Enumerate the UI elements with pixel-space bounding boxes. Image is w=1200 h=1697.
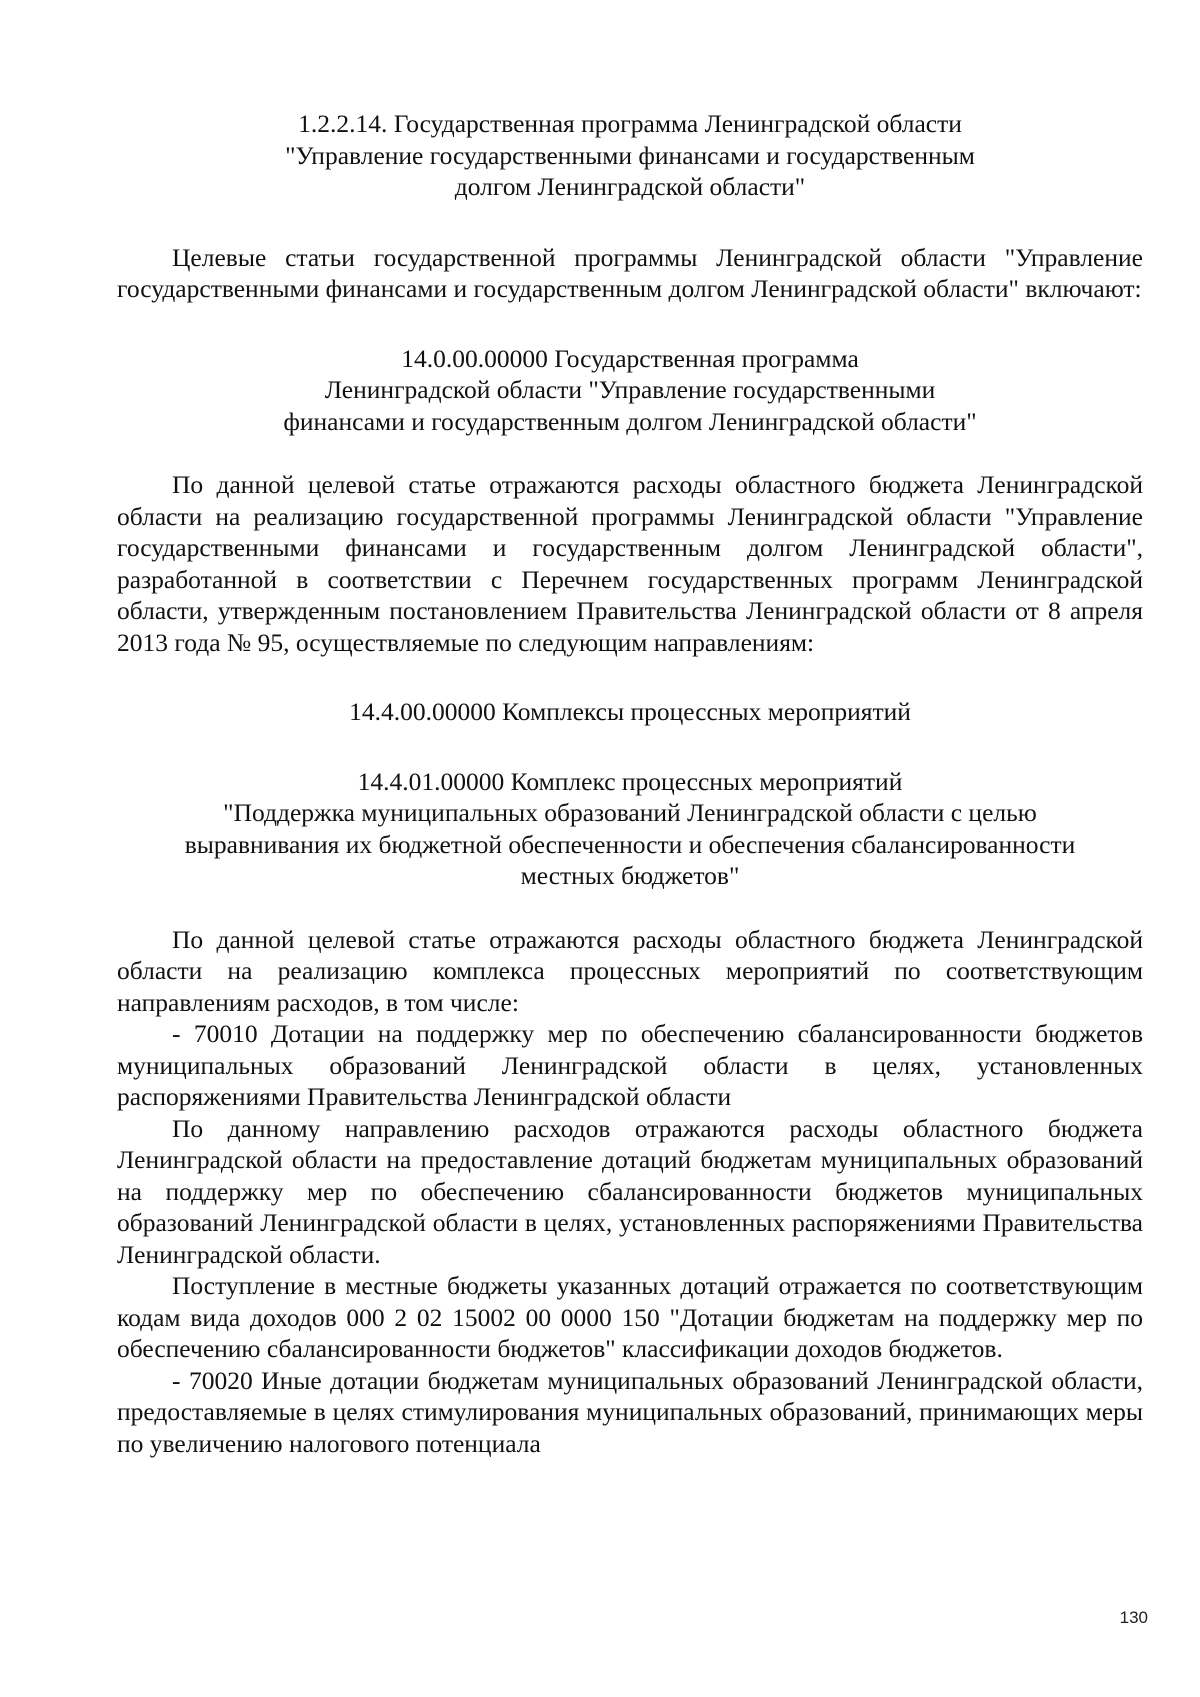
complex-heading	[117, 766, 1143, 892]
program-paragraph: По данной целевой статье отражаются расходы областного бюджета Ленинградской области на реализацию государственной программы Ленинградской области "Управление государственными финансами и государственным долгом Ленинградской области", разработанной в соответствии с Перечнем государственных программ Ленинградской области, утвержденным постановлением Правительства Ленинградской области от 8 апреля 2013 года № 95, осуществляемые по следующим направлениям:	[117, 470, 1143, 657]
intro-paragraph: Целевые статьи государственной программы Ленинградской области "Управление государственными финансами и государственным долгом Ленинградской области" включают:	[117, 242, 1143, 303]
program-heading-line: финансами и государственным долгом Ленинградской области"	[283, 406, 977, 436]
program-heading-line: Ленинградской области "Управление государственными	[324, 375, 936, 404]
list-item-70010: - 70010 Дотации на поддержку мер по обеспечению сбалансированности бюджетов муниципальных образований Ленинградской области в целях, установленных распоряжениями Правительства Ленинградской области	[117, 1019, 1143, 1111]
section-title-line: "Управление государственными финансами и государственным	[285, 140, 975, 170]
section-title-line: долгом Ленинградской области"	[454, 172, 806, 201]
section-title	[117, 108, 1143, 203]
body-paragraph: По данной целевой статье отражаются расходы областного бюджета Ленинградской области на реализацию комплекса процессных мероприятий по соответствующим направлениям расходов, в том числе:	[117, 924, 1143, 1017]
complex-heading-line: выравнивания их бюджетной обеспеченности и обеспечения сбалансированности	[184, 829, 1076, 859]
section-title-line: 1.2.2.14. Государственная программа Ленинградской области	[298, 109, 962, 138]
page-number: 130	[1119, 1608, 1148, 1627]
document-page	[117, 108, 1143, 1459]
program-heading-line: 14.0.00.00000 Государственная программа	[401, 343, 859, 373]
body-paragraph: По данному направлению расходов отражаются расходы областного бюджета Ленинградской области на предоставление дотаций бюджетам муниципальных образований на поддержку мер по обеспечению сбалансированности бюджетов муниципальных образований Ленинградской области в целях, установленных распоряжениями Правительства Ленинградской области.	[117, 1113, 1143, 1269]
complex-heading-line: "Поддержка муниципальных образований Ленинградской области с целью	[223, 798, 1037, 827]
complex-heading-line: 14.4.01.00000 Комплекс процессных мероприятий	[357, 766, 903, 796]
body-paragraph: Поступление в местные бюджеты указанных дотаций отражается по соответствующим кодам вида доходов 000 2 02 15002 00 0000 150 "Дотации бюджетам на поддержку мер по обеспечению сбалансированности бюджетов" классификации доходов бюджетов.	[117, 1271, 1143, 1363]
list-item-70020: - 70020 Иные дотации бюджетам муниципальных образований Ленинградской области, предоставляемые в целях стимулирования муниципальных образований, принимающих меры по увеличению налогового потенциала	[117, 1365, 1143, 1458]
program-heading	[117, 343, 1143, 438]
complexes-heading: 14.4.00.00000 Комплексы процессных мероприятий	[349, 697, 911, 726]
complex-heading-line: местных бюджетов"	[520, 861, 740, 890]
